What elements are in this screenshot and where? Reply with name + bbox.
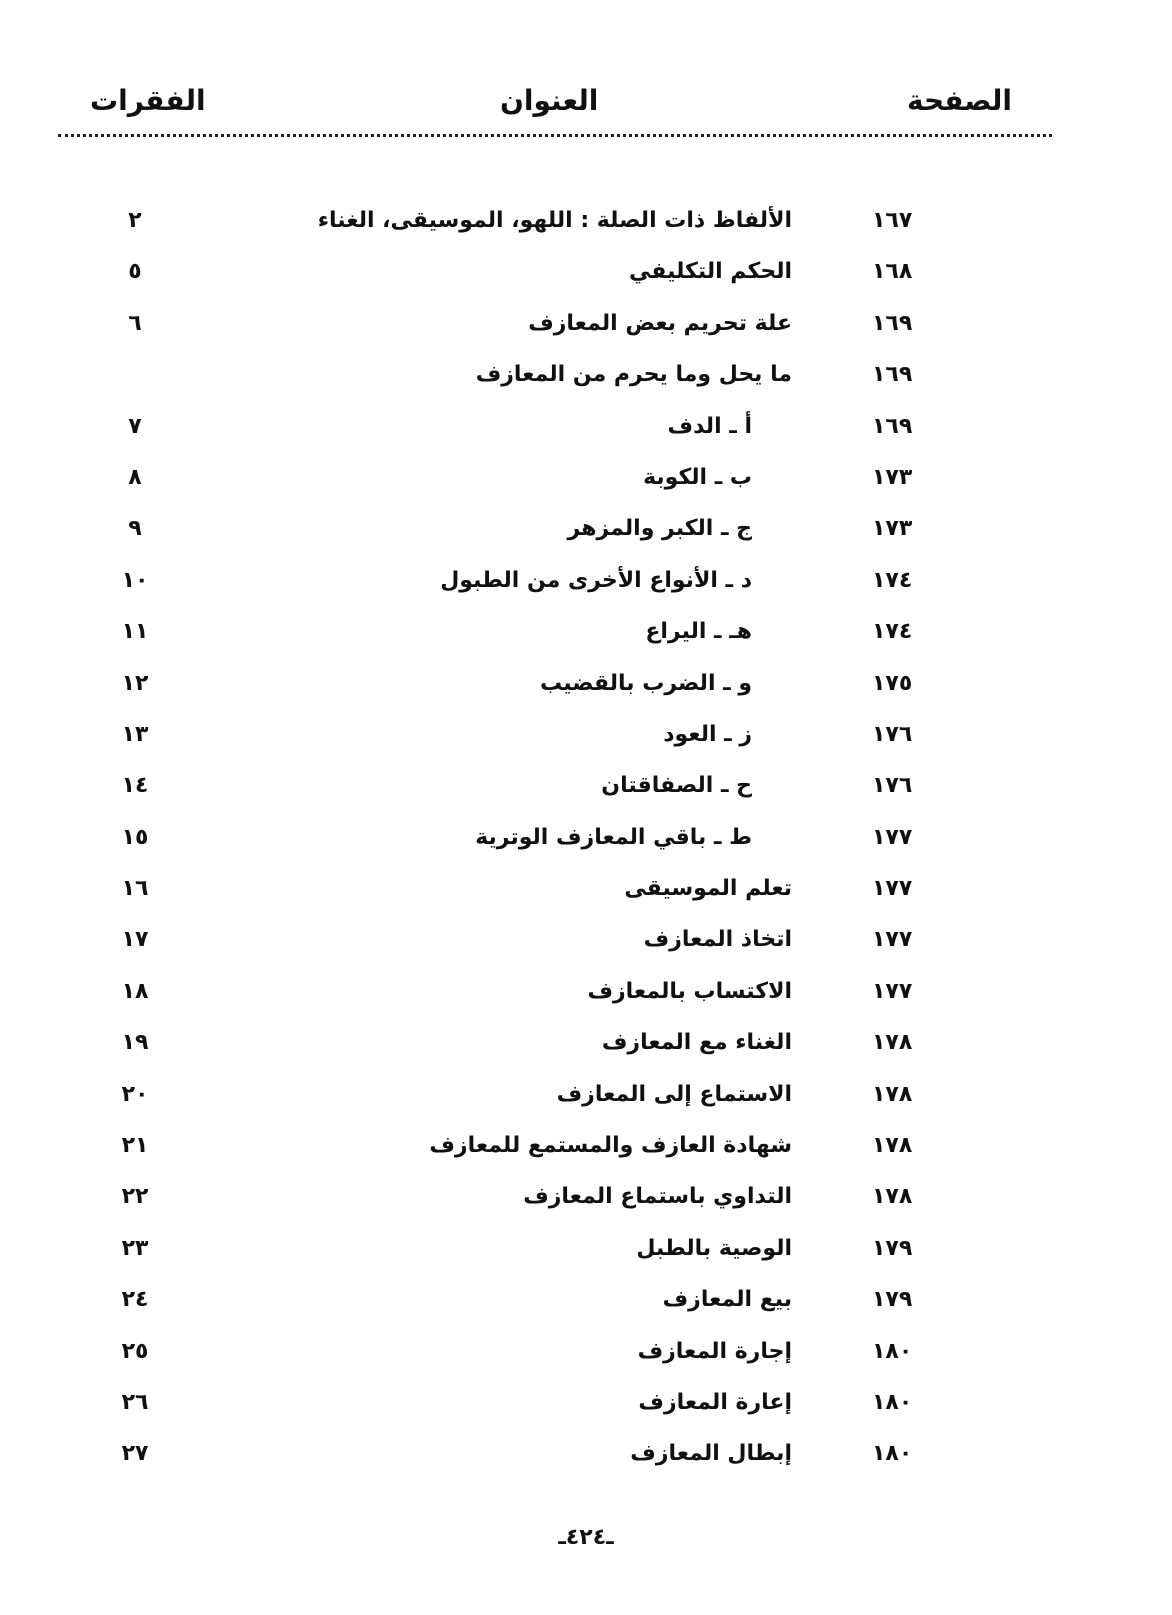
row-paragraph: ١٨ bbox=[121, 978, 149, 1004]
row-title: هـ ـ اليراع bbox=[645, 619, 752, 645]
row-paragraph: ١١ bbox=[121, 619, 149, 645]
row-page-number: ١٧٩ bbox=[872, 1287, 913, 1313]
row-paragraph: ٢٠ bbox=[121, 1081, 149, 1107]
row-page-number: ١٦٩ bbox=[872, 413, 913, 439]
row-page-number: ١٨٠ bbox=[872, 1338, 913, 1364]
table-row bbox=[0, 866, 1172, 917]
table-row bbox=[0, 1123, 1172, 1174]
index-table bbox=[0, 198, 1172, 1483]
row-page-number: ١٧٧ bbox=[872, 978, 913, 1004]
row-title: بيع المعازف bbox=[662, 1287, 792, 1313]
row-paragraph: ٢٧ bbox=[121, 1441, 149, 1467]
row-paragraph: ٦ bbox=[128, 310, 142, 336]
row-page-number: ١٨٠ bbox=[872, 1389, 913, 1415]
row-title: اتخاذ المعازف bbox=[643, 927, 792, 953]
table-row bbox=[0, 455, 1172, 506]
table-row bbox=[0, 1174, 1172, 1225]
row-title: التداوي باستماع المعازف bbox=[523, 1184, 792, 1210]
row-title: الحكم التكليفي bbox=[629, 259, 792, 285]
row-paragraph: ٥ bbox=[128, 259, 142, 285]
row-title: و ـ الضرب بالقضيب bbox=[539, 670, 752, 696]
table-row bbox=[0, 917, 1172, 968]
row-page-number: ١٦٧ bbox=[872, 208, 913, 233]
row-paragraph: ١٣ bbox=[121, 721, 149, 747]
table-row bbox=[0, 1020, 1172, 1071]
row-title: الألفاظ ذات الصلة : اللهو، الموسيقى، الغناء bbox=[317, 208, 792, 233]
row-title: ب ـ الكوبة bbox=[643, 464, 752, 490]
page-column-header: الصفحة bbox=[906, 84, 1012, 117]
row-title: ما يحل وما يحرم من المعازف bbox=[475, 362, 792, 388]
row-page-number: ١٧٣ bbox=[872, 464, 913, 490]
table-row bbox=[0, 815, 1172, 866]
row-title: إجارة المعازف bbox=[637, 1338, 792, 1364]
row-title: الوصية بالطبل bbox=[636, 1235, 792, 1261]
table-row bbox=[0, 352, 1172, 403]
table-row bbox=[0, 249, 1172, 300]
table-row bbox=[0, 1072, 1172, 1123]
table-row bbox=[0, 661, 1172, 712]
row-title: شهادة العازف والمستمع للمعازف bbox=[429, 1133, 792, 1159]
row-page-number: ١٧٨ bbox=[872, 1133, 913, 1159]
row-title: الغناء مع المعازف bbox=[601, 1030, 792, 1056]
row-paragraph: ٢٣ bbox=[121, 1235, 149, 1261]
table-row bbox=[0, 1329, 1172, 1380]
table-row bbox=[0, 712, 1172, 763]
row-title: الاستماع إلى المعازف bbox=[556, 1081, 792, 1107]
row-title: علة تحريم بعض المعازف bbox=[528, 310, 792, 336]
row-paragraph: ٢٤ bbox=[121, 1287, 149, 1313]
row-page-number: ١٧٤ bbox=[872, 619, 913, 645]
row-page-number: ١٦٩ bbox=[872, 362, 913, 388]
row-paragraph: ٨ bbox=[128, 464, 142, 490]
table-row bbox=[0, 558, 1172, 609]
row-paragraph: ٩ bbox=[128, 516, 142, 542]
row-page-number: ١٧٤ bbox=[872, 567, 913, 593]
row-page-number: ١٧٦ bbox=[872, 773, 913, 799]
row-paragraph: ٢٥ bbox=[121, 1338, 149, 1364]
page-number-footer: ـ٤٢٤ـ bbox=[558, 1525, 614, 1550]
row-page-number: ١٧٧ bbox=[872, 927, 913, 953]
row-title: الاكتساب بالمعازف bbox=[587, 978, 792, 1004]
row-page-number: ١٧٨ bbox=[872, 1081, 913, 1107]
row-paragraph: ١٤ bbox=[121, 773, 149, 799]
table-row bbox=[0, 969, 1172, 1020]
row-page-number: ١٧٣ bbox=[872, 516, 913, 542]
table-row bbox=[0, 1431, 1172, 1482]
dotted-divider bbox=[58, 134, 1052, 137]
row-title: إبطال المعازف bbox=[630, 1441, 792, 1467]
table-header bbox=[60, 72, 1050, 132]
row-paragraph: ١٠ bbox=[121, 567, 149, 593]
row-paragraph: ٧ bbox=[128, 413, 142, 439]
row-title: إعارة المعازف bbox=[638, 1389, 792, 1415]
table-row bbox=[0, 301, 1172, 352]
row-paragraph: ٢١ bbox=[121, 1133, 149, 1159]
row-paragraph: ١٧ bbox=[121, 927, 149, 953]
title-column-header: العنوان bbox=[500, 84, 599, 117]
row-page-number: ١٧٦ bbox=[872, 721, 913, 747]
row-page-number: ١٦٩ bbox=[872, 310, 913, 336]
row-page-number: ١٧٨ bbox=[872, 1030, 913, 1056]
row-page-number: ١٧٧ bbox=[872, 876, 913, 902]
row-paragraph: ٢ bbox=[128, 208, 142, 233]
row-page-number: ١٨٠ bbox=[872, 1441, 913, 1467]
row-paragraph: ١٥ bbox=[121, 824, 149, 850]
row-title: ط ـ باقي المعازف الوترية bbox=[475, 824, 752, 850]
row-title: د ـ الأنواع الأخرى من الطبول bbox=[440, 567, 752, 593]
table-row bbox=[0, 1226, 1172, 1277]
row-title: تعلم الموسيقى bbox=[624, 876, 792, 902]
table-row bbox=[0, 609, 1172, 660]
table-row bbox=[0, 506, 1172, 557]
paragraphs-column-header: الفقرات bbox=[90, 84, 206, 117]
row-page-number: ١٧٧ bbox=[872, 824, 913, 850]
row-title: أ ـ الدف bbox=[667, 413, 752, 439]
row-paragraph: ١٦ bbox=[121, 876, 149, 902]
table-row bbox=[0, 198, 1172, 249]
row-page-number: ١٧٩ bbox=[872, 1235, 913, 1261]
row-page-number: ١٧٨ bbox=[872, 1184, 913, 1210]
row-title: ج ـ الكبر والمزهر bbox=[567, 516, 752, 542]
row-paragraph: ١٩ bbox=[121, 1030, 149, 1056]
row-paragraph: ٢٦ bbox=[121, 1389, 149, 1415]
row-paragraph: ١٢ bbox=[121, 670, 149, 696]
table-row bbox=[0, 1380, 1172, 1431]
row-title: ز ـ العود bbox=[663, 721, 752, 747]
row-paragraph: ٢٢ bbox=[121, 1184, 149, 1210]
row-page-number: ١٧٥ bbox=[872, 670, 913, 696]
row-page-number: ١٦٨ bbox=[872, 259, 913, 285]
table-row bbox=[0, 404, 1172, 455]
row-title: ح ـ الصفاقتان bbox=[601, 773, 752, 799]
table-row bbox=[0, 763, 1172, 814]
table-row bbox=[0, 1277, 1172, 1328]
